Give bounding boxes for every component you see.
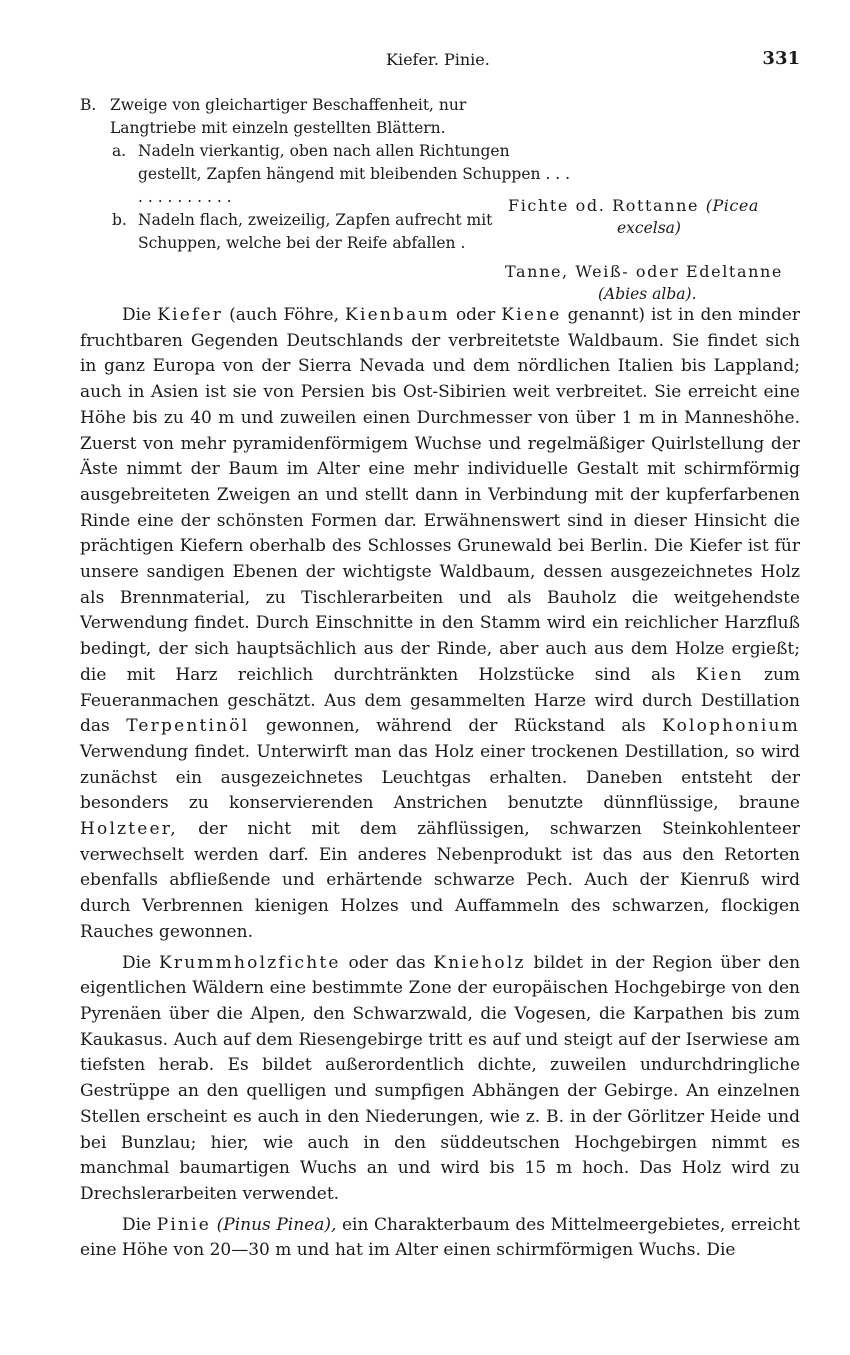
key-result-a bbox=[508, 196, 759, 215]
p3-rest: ein Charakterbaum des Mittelmeergebietes, erreicht eine Höhe von 20—30 m und hat im Alter einen schirmförmigen Wuchs. Die bbox=[80, 1214, 800, 1261]
key-result-bb: Tanne, Weiß- oder Edeltanne bbox=[505, 262, 783, 281]
p1-intro: Die bbox=[122, 305, 152, 325]
body-text bbox=[80, 303, 800, 1269]
p1-term-kiene: Kiene bbox=[501, 305, 562, 325]
p1-after-term1: (auch Föhre, bbox=[229, 305, 339, 325]
paragraph-krummholz bbox=[80, 951, 800, 1208]
p1-term-terpentinoel: Terpentinöl bbox=[126, 716, 250, 737]
key-label-a: a. bbox=[112, 142, 127, 160]
key-result-bb-sci: (Abies alba). bbox=[598, 285, 697, 303]
key-entry-bb bbox=[80, 209, 800, 255]
p1-term-holzteer: Holzteer, bbox=[80, 819, 178, 840]
p1-rest-d: Verwendung findet. Unterwirft man das Holz einer trockenen Destillation, so wird zunächst ein ausgezeichnetes Leuchtgas erhalten. Daneben entsteht der besonders zu konservierenden Anstrichen benutzte dünnflüssige, braune bbox=[80, 741, 800, 814]
p3-intro: Die bbox=[122, 1214, 152, 1235]
p1-term-kienbaum: Kienbaum bbox=[345, 305, 450, 325]
p2-rest: bildet in der Region über den eigentlichen Wäldern eine bestimmte Zone der europäischen Hochgebirge von den Pyrenäen über die Alpen, den Schwarzwald, die Vogesen, die Karpathen bis zum Kaukasus. Auch auf dem Riesengebirge tritt es auf und steigt auf der Iserwiese am tiefsten herab. Es bildet außerordentlich dichte, zuweilen undurchdringliche Gestrüppe an den quelligen und sumpfigen Abhängen der Gebirge. An einzelnen Stellen erscheint es auch in den Niederungen, wie z. B. in der Görlitzer Heide und bei Bunzlau; hier, wie auch in den süddeutschen Hochgebirgen nimmt es manchmal baumartigen Wuchs an und wird bis 15 m hoch. Das Holz wird zu Drechslerarbeiten verwendet. bbox=[80, 952, 801, 1204]
p2-term-knieholz: Knieholz bbox=[433, 952, 526, 973]
key-result-a-sci-cont: excelsa) bbox=[617, 219, 681, 237]
running-head bbox=[0, 48, 850, 72]
key-text-b: Zweige von gleichartiger Beschaffenheit, nur Langtriebe mit einzeln gestellten Blättern. bbox=[110, 96, 467, 137]
paragraph-kiefer bbox=[80, 303, 800, 946]
key-entry-b bbox=[80, 94, 800, 140]
p2-mid: oder das bbox=[348, 952, 426, 973]
paragraph-pinie bbox=[80, 1213, 800, 1264]
key-result-a-sci: (Picea bbox=[705, 196, 759, 215]
p1-rest-a: genannt) ist in den minder fruchtbaren Gegenden Deutschlands der verbreitetste Waldbaum. Sie findet sich in ganz Europa von der Sierra Nevada und dem nördlichen Italien bis Lappland; auch in Asien ist sie von Persien bis Ost-Sibirien weit verbreitet. Sie erreicht eine Höhe bis zu 40 m und zuweilen einen Durchmesser von über 1 m in Manneshöhe. Zuerst von mehr pyramidenförmigem Wuchse und regelmäßiger Quirlstellung der Äste nimmt der Baum im Alter eine mehr individuelle Gestalt mit schirmförmig ausgebreiteten Zweigen an und stellt dann in Verbindung mit der kupferfarbenen Rinde eine der schönsten Formen dar. Erwähnenswert sind in dieser Hinsicht die prächtigen Kiefern oberhalb des Schlosses Grunewald bei Berlin. Die Kiefer ist für unsere sandigen Ebenen der wichtigste Waldbaum, dessen ausgezeichnetes Holz als Brennmaterial, zu Tischlerarbeiten und als Bauholz die weitgehendste Verwendung findet. Durch Einschnitte in den Stamm wird ein reichlicher Harzfluß bedingt, der sich hauptsächlich aus der Rinde, aber auch aus dem Holze ergießt; die mit Harz reichlich durchtränkten Holzstücke sind als bbox=[80, 305, 800, 685]
key-label-bb: b. bbox=[112, 211, 127, 229]
p2-intro: Die bbox=[122, 952, 152, 973]
running-title: Kiefer. Pinie. bbox=[386, 50, 490, 69]
p1-rest-b: zum Feueranmachen geschätzt. Aus dem gesammelten Harze wird durch Destillation das bbox=[80, 664, 801, 737]
key-label-b: B. bbox=[80, 96, 97, 114]
p1-rest-e: der nicht mit dem zähflüssigen, schwarzen Steinkohlenteer verwechselt werden darf. Ein anderes Nebenprodukt ist das aus den Retorten ebenfalls abfließende und erhärtende schwarze Pech. Auch der Kienruß wird durch Verbrennen kienigen Holzes und Auffammeln des schwarzen, flockigen Rauches gewonnen. bbox=[80, 819, 801, 942]
p1-term-kiefer: Kiefer bbox=[157, 305, 224, 325]
key-result-a-name: Fichte od. Rottanne bbox=[508, 196, 700, 215]
p1-term-kien: Kien bbox=[695, 664, 744, 685]
p1-term-kolophonium: Kolophonium bbox=[662, 716, 800, 737]
p3-term-pinie: Pinie bbox=[156, 1214, 212, 1235]
key-text-a: Nadeln vierkantig, oben nach allen Richtungen gestellt, Zapfen hängend mit bleibenden Schuppen . . . . . . . . . . . . . bbox=[138, 142, 571, 206]
p2-term-krummholzfichte: Krummholzfichte bbox=[159, 952, 341, 973]
p1-rest-c: gewonnen, während der Rückstand als bbox=[265, 716, 646, 737]
p3-sci: (Pinus Pinea), bbox=[216, 1214, 337, 1235]
key-text-bb: Nadeln flach, zweizeilig, Zapfen aufrecht mit Schuppen, welche bei der Reife abfallen . bbox=[138, 211, 493, 252]
identification-key bbox=[80, 94, 800, 255]
p1-mid: oder bbox=[455, 305, 496, 325]
page-number: 331 bbox=[762, 48, 800, 69]
